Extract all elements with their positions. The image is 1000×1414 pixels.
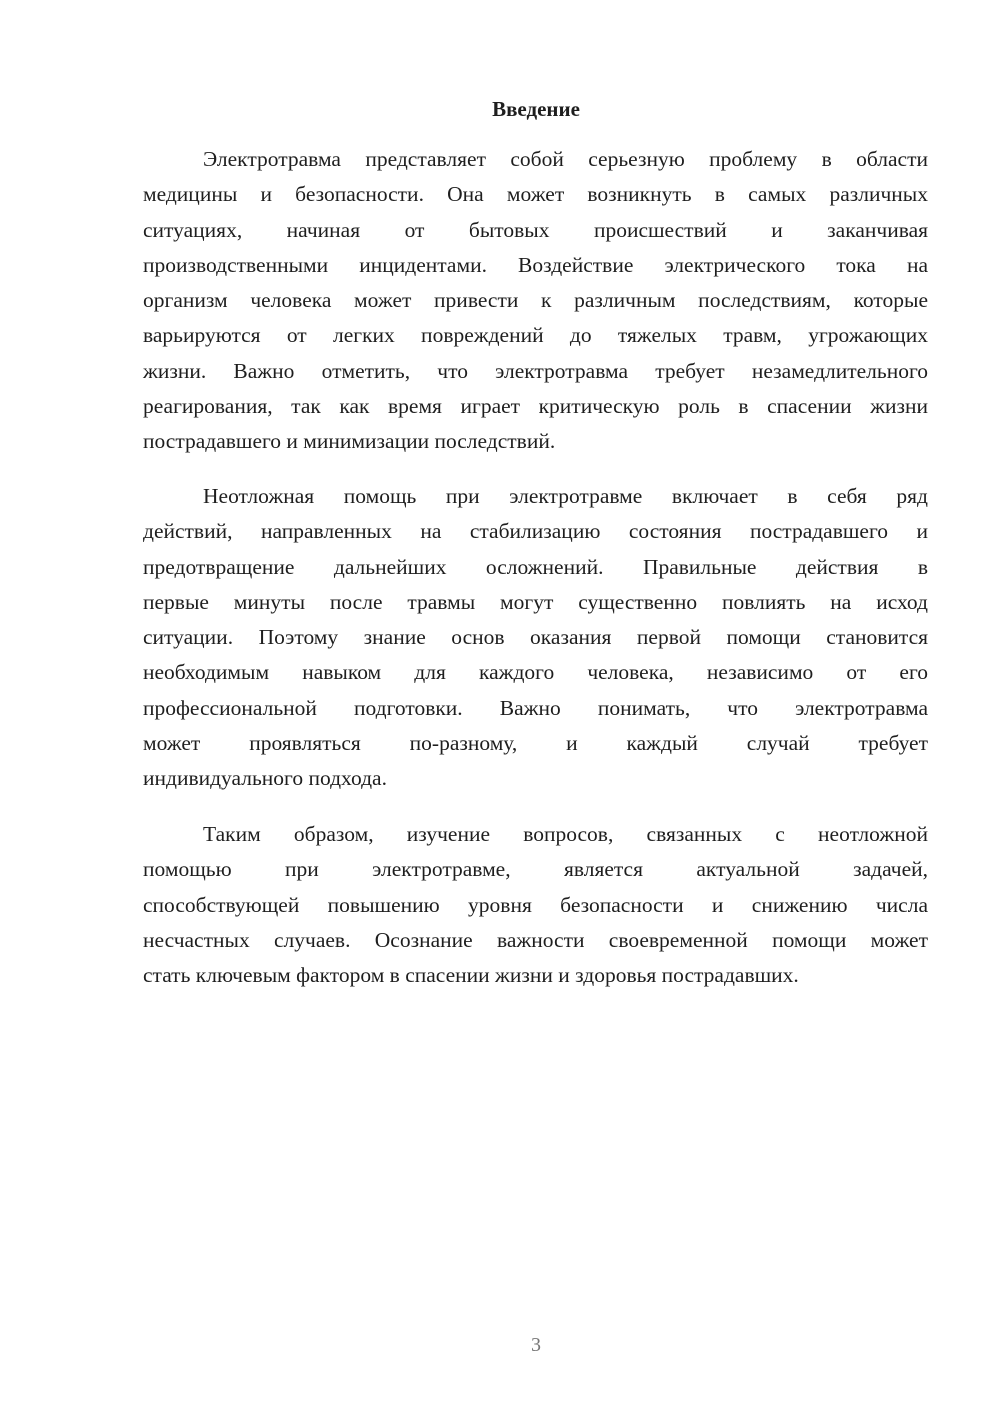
text-line: реагирования, так как время играет критическую роль в спасении жизни (143, 394, 928, 419)
text-line: организм человека может привести к различным последствиям, которые (143, 288, 928, 313)
text-line: первые минуты после травмы могут существенно повлиять на исход (143, 589, 928, 614)
text-line: Неотложная помощь при электротравме включает в себя ряд (203, 484, 928, 508)
text-line: действий, направленных на стабилизацию состояния пострадавшего и (143, 519, 928, 544)
text-line: жизни. Важно отметить, что электротравма требует незамедлительного (143, 358, 928, 383)
text-line: может проявляться по-разному, и каждый случай требует (143, 731, 928, 756)
text-line: стать ключевым фактором в спасении жизни и здоровья пострадавших. (143, 963, 799, 988)
text-line: варьируются от легких повреждений до тяжелых травм, угрожающих (143, 323, 928, 348)
page-number: 3 (531, 1334, 541, 1356)
text-line: производственными инцидентами. Воздействие электрического тока на (143, 252, 928, 277)
text-line: Таким образом, изучение вопросов, связанных с неотложной (203, 822, 928, 846)
text-line: профессиональной подготовки. Важно понимать, что электротравма (143, 695, 928, 720)
paragraph-3 (143, 817, 928, 993)
text-line: несчастных случаев. Осознание важности своевременной помощи может (143, 927, 928, 952)
text-line: необходимым навыком для каждого человека, независимо от его (143, 660, 928, 685)
page-title: Введение (492, 97, 580, 121)
text-line: ситуациях, начиная от бытовых происшествий и заканчивая (143, 217, 928, 242)
text-line: предотвращение дальнейших осложнений. Правильные действия в (143, 554, 928, 579)
text-line: ситуации. Поэтому знание основ оказания первой помощи становится (143, 625, 928, 650)
text-line: медицины и безопасности. Она может возникнуть в самых различных (143, 182, 928, 207)
text-line: помощью при электротравме, является актуальной задачей, (143, 857, 928, 882)
paragraph-2 (143, 479, 928, 797)
text-line: способствующей повышению уровня безопасности и снижению числа (143, 892, 928, 917)
text-line: индивидуального подхода. (143, 766, 387, 791)
text-line: пострадавшего и минимизации последствий. (143, 429, 556, 454)
paragraph-1 (143, 142, 928, 460)
text-line: Электротравма представляет собой серьезную проблему в области (203, 147, 928, 171)
